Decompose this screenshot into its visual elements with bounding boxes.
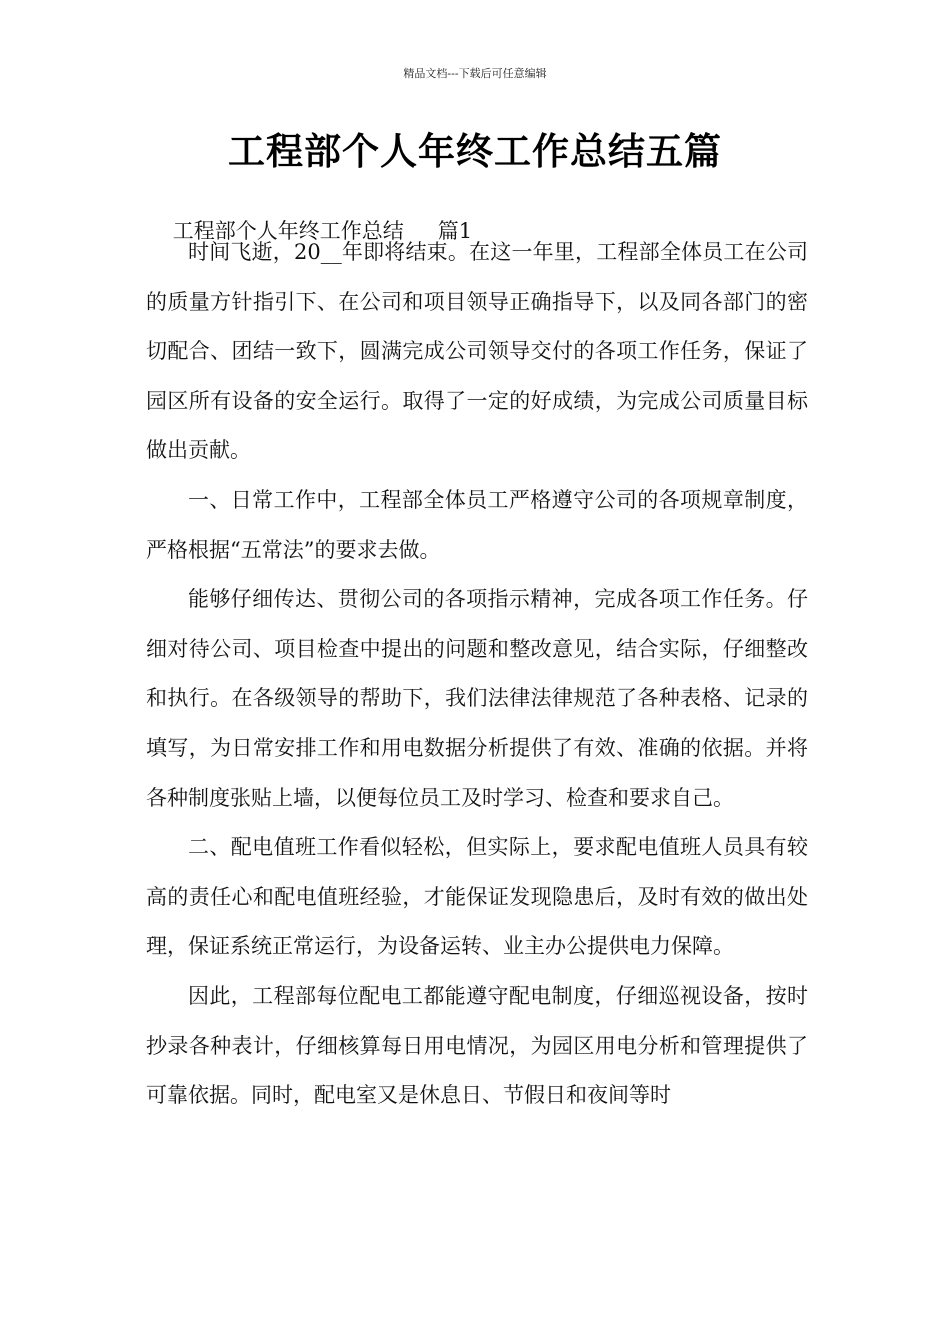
paragraph: 一、日常工作中，工程部全体员工严格遵守公司的各项规章制度，严格根据“五常法”的要求去做。 [146, 487, 808, 562]
paragraph: 能够仔细传达、贯彻公司的各项指示精神，完成各项工作任务。仔细对待公司、项目检查中提出的问题和整改意见，结合实际，仔细整改和执行。在各级领导的帮助下，我们法律法律规范了各种表格、记录的填写，为日常安排工作和用电数据分析提供了有效、准确的依据。并将各种制度张贴上墙，以便每位员工及时学习、检查和要求自己。 [146, 587, 808, 810]
body-text [146, 228, 808, 1121]
section-heading-text: 工程部个人年终工作总结 [172, 219, 404, 243]
paragraph: 时间飞逝，20__年即将结束。在这一年里，工程部全体员工在公司的质量方针指引下、在公司和项目领导正确指导下，以及同各部门的密切配合、团结一致下，圆满完成公司领导交付的各项工作任务，保证了园区所有设备的安全运行。取得了一定的好成绩，为完成公司质量目标做出贡献。 [146, 240, 808, 463]
header-note: 精品文档---下载后可任意编辑 [403, 67, 547, 80]
document-title: 工程部个人年终工作总结五篇 [228, 130, 722, 173]
paragraph: 因此，工程部每位配电工都能遵守配电制度，仔细巡视设备，按时抄录各种表计，仔细核算每日用电情况，为园区用电分析和管理提供了可靠依据。同时，配电室又是休息日、节假日和夜间等时 [146, 983, 808, 1108]
paragraph: 二、配电值班工作看似轻松，但实际上，要求配电值班人员具有较高的责任心和配电值班经验，才能保证发现隐患后，及时有效的做出处理，保证系统正常运行，为设备运转、业主办公提供电力保障。 [146, 835, 808, 959]
section-number: 篇1 [437, 219, 473, 243]
